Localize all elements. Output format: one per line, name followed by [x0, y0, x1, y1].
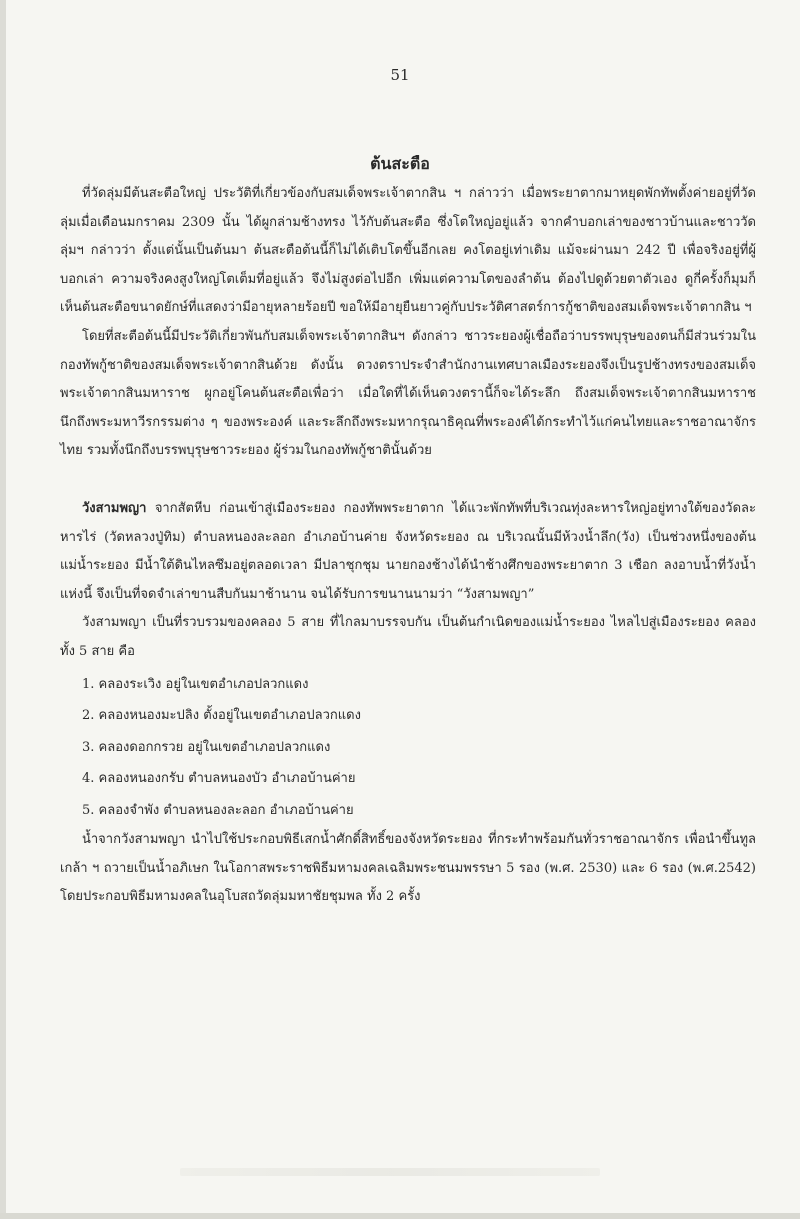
section-spacer	[60, 466, 756, 495]
list-item: 1. คลองระเวิง อยู่ในเขตอำเภอปลวกแดง	[82, 676, 309, 692]
page-spine-shadow	[0, 0, 6, 1219]
canal-list	[60, 669, 756, 827]
paragraph-holy-water: น้ำจากวังสามพญา นำไปใช้ประกอบพิธีเสกน้ำศักดิ์สิทธิ์ของจังหวัดระยอง ที่กระทำพร้อมกันทั่วราชอาณาจักร เพื่อนำขึ้นทูลเกล้า ฯ ถวายเป็นน้ำอภิเษก ในโอกาสพระราชพิธีมหามงคลเฉลิมพระชนมพรรษา 5 รอง (พ.ศ. 2530) และ 6 รอง (พ.ศ.2542) โดยประกอบพิธีมหามงคลในอุโบสถวัดลุ่มมหาชัยชุมพล ทั้ง 2 ครั้ง	[60, 832, 756, 905]
list-item: 4. คลองหนองกรับ ตำบลหนองบัว อำเภอบ้านค่าย	[82, 771, 356, 786]
list-item: 5. คลองจำพัง ตำบลหนองละลอก อำเภอบ้านค่าย	[82, 802, 354, 818]
list-item: 2. คลองหนองมะปลิง ตั้งอยู่ในเขตอำเภอปลวกแดง	[82, 708, 361, 723]
list-item: 3. คลองดอกกรวย อยู่ในเขตอำเภอปลวกแดง	[82, 739, 331, 755]
paragraph-canals-intro: วังสามพญา เป็นที่รวบรวมของคลอง 5 สาย ที่ไกลมาบรรจบกัน เป็นต้นกำเนิดของแม่น้ำระยอง ไหลไปสู่เมืองระยอง คลองทั้ง 5 สาย คือ	[60, 615, 756, 659]
document-body	[60, 180, 756, 912]
page-title: ต้นสะตือ	[370, 154, 430, 173]
page-number: 51	[390, 66, 410, 84]
paragraph-wang-sam-phaya	[60, 495, 756, 609]
page-bottom-edge	[0, 1213, 800, 1219]
section-lead-heading: วังสามพญา	[82, 500, 147, 516]
paragraph-wang-sam-phaya-text: จากสัตหีบ ก่อนเข้าสู่เมืองระยอง กองทัพพระยาตาก ได้แวะพักทัพที่บริเวณทุ่งละหารใหญ่อยู่ทางใต้ของวัดละหารไร่ (วัดหลวงปู่ทิม) ตำบลหนองละลอก อำเภอบ้านค่าย จังหวัดระยอง ณ บริเวณนั้นมีห้วงน้ำลึก(วัง) เป็นช่วงหนึ่งของต้นแม่น้ำระยอง มีน้ำใต้ดินไหลซึมอยู่ตลอดเวลา มีปลาชุกชุม นายกองช้างได้นำช้างศึกของพระยาตาก 3 เชือก ลงอาบน้ำที่วังน้ำแห่งนี้ จึงเป็นที่จดจำเล่าขานสืบกันมาช้านาน จนได้รับการขนานนามว่า “วังสามพญา”	[60, 500, 756, 602]
paragraph-satue-seal: โดยที่สะตือต้นนี้มีประวัติเกี่ยวพันกับสมเด็จพระเจ้าตากสินฯ ดังกล่าว ชาวระยองผู้เชื่อถือว่าบรรพบุรุษของตนก็มีส่วนร่วมในกองทัพกู้ชาติของสมเด็จพระเจ้าตากสินด้วย ดังนั้น ดวงตราประจำสำนักงานเทศบาลเมืองระยองจึงเป็นรูปช้างทรงของสมเด็จพระเจ้าตากสินมหาราช ผูกอยู่โคนต้นสะตือเพื่อว่า เมื่อใดที่ได้เห็นดวงตรานี้ก็จะได้ระลึก ถึงสมเด็จพระเจ้าตากสินมหาราช นึกถึงพระมหาวีรกรรมต่าง ๆ ของพระองค์ และระลึกถึงพระมหากรุณาธิคุณที่พระองค์ได้กระทำไว้แก่คนไทยและราชอาณาจักรไทย รวมทั้งนึกถึงบรรพบุรุษชาวระยอง ผู้ร่วมในกองทัพกู้ชาตินั้นด้วย	[60, 328, 756, 459]
bleed-through-shadow	[180, 1168, 600, 1176]
paragraph-satue-history: ที่วัดลุ่มมีต้นสะตือใหญ่ ประวัติที่เกี่ยวข้องกับสมเด็จพระเจ้าตากสิน ฯ กล่าวว่า เมื่อพระยาตากมาหยุดพักทัพตั้งค่ายอยู่ที่วัดลุ่มเมื่อเดือนมกราคม 2309 นั้น ได้ผูกล่ามช้างทรง ไว้กับต้นสะตือ ซึ่งโตใหญ่อยู่แล้ว จากคำบอกเล่าของชาวบ้านและชาววัดลุ่มฯ กล่าวว่า ตั้งแต่นั้นเป็นต้นมา ต้นสะตือต้นนี้ก็ไม่ได้เติบโตขึ้นอีกเลย คงโตอยู่เท่าเดิม แม้จะผ่านมา 242 ปี เพื่อจริงอยู่ที่ผู้บอกเล่า ความจริงคงสูงใหญ่โตเต็มที่อยู่แล้ว จึงไม่สูงต่อไปอีก เพิ่มแต่ความโตของลำต้น ต้องไปดูด้วยตาตัวเอง ดูกี่ครั้งก็มุมก็เห็นต้นสะตือขนาดยักษ์ที่แสดงว่ามีอายุหลายร้อยปี ขอให้มีอายุยืนยาวคู่กับประวัติศาสตร์การกู้ชาติของสมเด็จพระเจ้าตากสิน ฯ	[60, 186, 756, 316]
